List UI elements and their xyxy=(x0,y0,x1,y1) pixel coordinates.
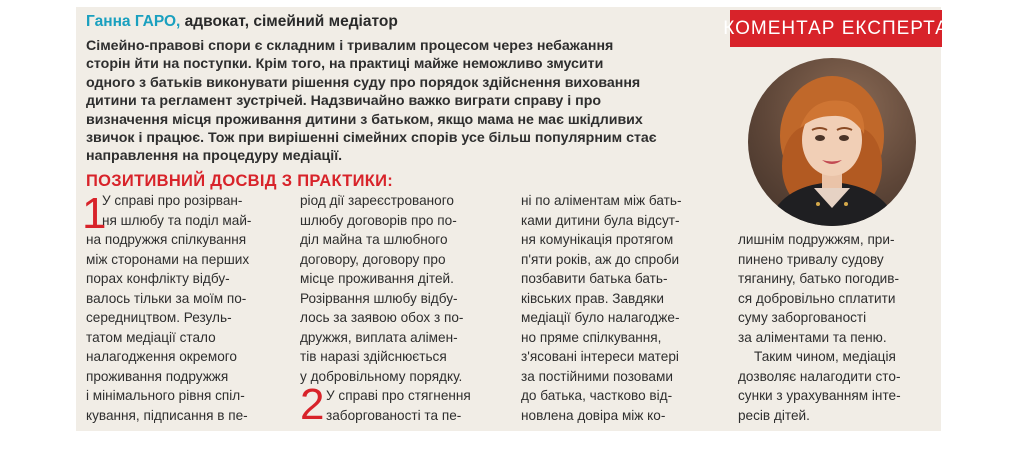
column-line: суму заборгованості xyxy=(738,310,867,325)
column-line: татом медіації стало xyxy=(86,329,216,345)
column-line: і мінімального рівня спіл- xyxy=(86,388,245,403)
dropcap-2: 2 xyxy=(300,380,325,429)
column-line: ня комунікація протягом xyxy=(521,232,674,247)
column-line: лось за заявою обох з по- xyxy=(300,310,464,325)
column-line: лишнім подружжям, при- xyxy=(738,232,895,247)
column-line: ріод дії зареєстрованого xyxy=(300,193,454,208)
column-line: ся добровільно сплатити xyxy=(738,290,896,306)
column-line: Таким чином, медіація xyxy=(754,349,896,364)
column-line: сунки з урахуванням інте- xyxy=(738,388,901,403)
column-line: ківських прав. Завдяки xyxy=(521,290,664,306)
intro-line: визначення місця проживання дитини з батьком, якщо мама не має шкідливих xyxy=(86,111,643,128)
column-line: проживання подружжя xyxy=(86,368,229,384)
column-line: до батька, частково від- xyxy=(521,388,673,403)
column-line: дружжя, виплата алімен- xyxy=(300,329,458,345)
column-line: но пряме спілкування, xyxy=(521,329,662,345)
section-heading: ПОЗИТИВНИЙ ДОСВІД З ПРАКТИКИ: xyxy=(86,172,394,190)
column-line: у добровільному порядку. xyxy=(300,368,463,384)
column-line: тів наразі здійснюється xyxy=(300,349,447,364)
column-line: кування, підписання в пе- xyxy=(86,407,248,423)
column-line: договору, договору про xyxy=(300,251,446,267)
column-line: ня шлюбу та поділ май- xyxy=(102,212,252,228)
text-column-4 xyxy=(738,230,901,425)
column-line: ками дитини була відсут- xyxy=(521,212,680,228)
dropcap-1: 1 xyxy=(82,189,107,238)
intro-line: звичок і працює. Тож при вирішенні сімейних спорів усе більш популярним стає xyxy=(86,130,657,147)
column-line: ні по аліментам між бать- xyxy=(521,193,682,208)
column-line: дозволяє налагодити сто- xyxy=(738,368,901,384)
column-line: діл майна та шлюбного xyxy=(300,232,448,247)
column-line: У справі про стягнення xyxy=(326,388,471,403)
column-line: ресів дітей. xyxy=(738,407,810,423)
intro-line: сторін йти на поступки. Крім того, на практиці майже неможливо змусити xyxy=(86,56,604,73)
intro-line: одного з батьків виконувати рішення суду про порядок здійснення виховання xyxy=(86,74,641,91)
column-line: п'яти років, аж до спроби xyxy=(521,251,680,267)
column-line: з'ясовані інтереси матері xyxy=(521,349,679,364)
author-name: Ганна ГАРО, xyxy=(86,13,181,30)
author-role: адвокат, сімейний медіатор xyxy=(184,13,398,30)
intro-paragraph xyxy=(86,37,726,166)
intro-line: дитини та регламент зустрічей. Надзвичайно важко виграти справу і про xyxy=(86,93,602,110)
author-byline xyxy=(86,13,398,31)
text-column-3 xyxy=(521,191,682,425)
expert-comment-badge: КОМЕНТАР ЕКСПЕРТА xyxy=(730,10,942,47)
column-line: за постійними позовами xyxy=(521,368,673,384)
column-line: налагодження окремого xyxy=(86,349,237,364)
expert-portrait-image xyxy=(748,58,916,226)
column-line: тяганину, батько погодив- xyxy=(738,271,899,286)
column-line: порах конфлікту відбу- xyxy=(86,271,230,286)
column-line: валось тільки за моїм по- xyxy=(86,290,247,306)
column-line: медіації було налагодже- xyxy=(521,310,680,325)
column-line: між сторонами на перших xyxy=(86,251,250,267)
column-line: позбавити батька бать- xyxy=(521,271,668,286)
column-line: Розірвання шлюбу відбу- xyxy=(300,290,458,306)
intro-line: Сімейно-правові спори є складним і тривалим процесом через небажання xyxy=(86,38,614,54)
column-line: на подружжя спілкування xyxy=(86,232,247,247)
column-line: заборгованості та пе- xyxy=(326,407,462,423)
column-line: У справі про розірван- xyxy=(102,193,243,208)
column-line: шлюбу договорів про по- xyxy=(300,212,457,228)
portrait-illustration xyxy=(748,58,916,226)
column-line: за аліментами та пеню. xyxy=(738,329,887,345)
text-column-1 xyxy=(86,191,251,425)
column-line: середництвом. Резуль- xyxy=(86,310,232,325)
column-line: новлена довіра між ко- xyxy=(521,407,666,423)
intro-line: направлення на процедуру медіації. xyxy=(86,148,343,165)
column-line: місце проживання дітей. xyxy=(300,271,454,286)
text-column-2 xyxy=(300,191,471,429)
column-line: пинено тривалу судову xyxy=(738,251,884,267)
